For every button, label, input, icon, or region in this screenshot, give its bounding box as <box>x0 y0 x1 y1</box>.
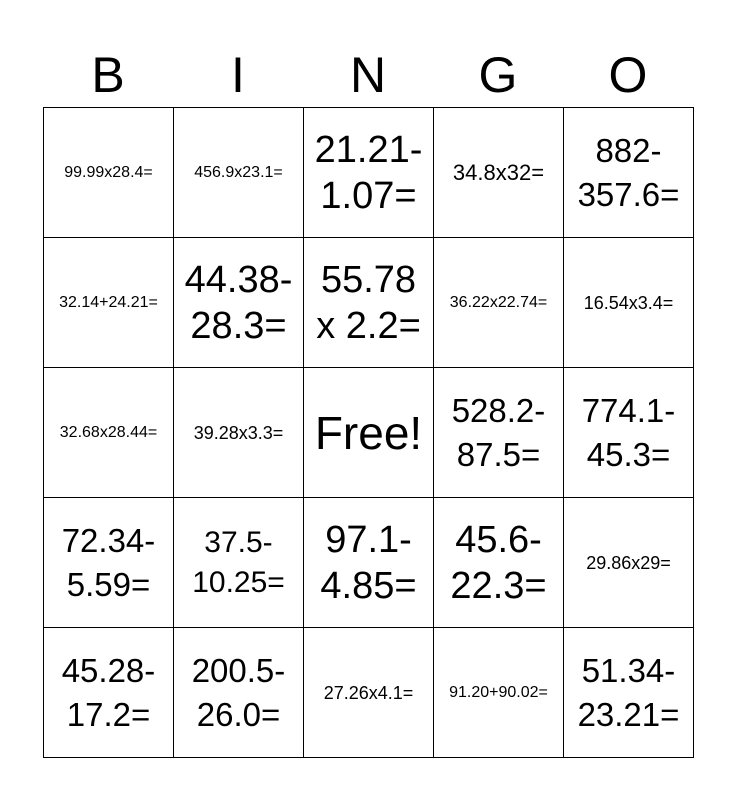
header-letter-g: G <box>478 47 518 103</box>
free-space-text: Free! <box>314 406 423 459</box>
bingo-cell[interactable] <box>563 237 694 368</box>
bingo-cell[interactable] <box>433 107 564 238</box>
cell-text: 774.1- 45.3= <box>581 391 676 473</box>
cell-text: 99.99x28.4= <box>64 163 153 181</box>
bingo-cell[interactable] <box>563 627 694 758</box>
cell-text: 36.22x22.74= <box>449 293 548 311</box>
header-letter-i: I <box>231 47 245 103</box>
cell-text: 44.38- 28.3= <box>184 258 293 347</box>
bingo-cell[interactable] <box>303 497 434 628</box>
header-letter-o: O <box>608 47 648 103</box>
header-letter-n: N <box>349 47 387 103</box>
bingo-cell[interactable] <box>43 107 174 238</box>
bingo-cell[interactable] <box>433 497 564 628</box>
cell-text: 528.2- 87.5= <box>451 391 546 473</box>
header-letter-b: B <box>91 47 125 103</box>
cell-text: 37.5- 10.25= <box>192 525 285 599</box>
bingo-cell[interactable] <box>563 107 694 238</box>
bingo-cell[interactable] <box>173 107 304 238</box>
bingo-header <box>43 44 693 106</box>
cell-text: 51.34- 23.21= <box>577 651 680 733</box>
cell-text: 882- 357.6= <box>577 131 680 213</box>
bingo-cell[interactable] <box>563 367 694 498</box>
cell-text: 72.34- 5.59= <box>61 521 156 603</box>
bingo-cell[interactable] <box>303 237 434 368</box>
cell-text: 45.28- 17.2= <box>61 651 156 733</box>
cell-text: 39.28x3.3= <box>193 422 284 443</box>
cell-text: 16.54x3.4= <box>583 292 674 313</box>
cell-text: 32.14+24.21= <box>59 293 158 311</box>
bingo-cell[interactable] <box>173 237 304 368</box>
cell-text: 34.8x32= <box>452 159 545 185</box>
cell-text: 29.86x29= <box>586 552 671 573</box>
bingo-cell[interactable] <box>433 627 564 758</box>
cell-text: 32.68x28.44= <box>59 423 158 441</box>
cell-text: 200.5- 26.0= <box>191 651 286 733</box>
bingo-cell[interactable] <box>43 497 174 628</box>
bingo-cell[interactable] <box>173 497 304 628</box>
bingo-cell[interactable] <box>43 237 174 368</box>
cell-text: 45.6- 22.3= <box>450 518 547 607</box>
bingo-cell[interactable] <box>173 627 304 758</box>
cell-text: 91.20+90.02= <box>449 683 548 701</box>
bingo-cell[interactable] <box>433 237 564 368</box>
free-space-cell[interactable] <box>303 367 434 498</box>
cell-text: 27.26x4.1= <box>323 682 414 703</box>
bingo-cell[interactable] <box>433 367 564 498</box>
cell-text: 97.1- 4.85= <box>320 518 417 607</box>
bingo-cell[interactable] <box>563 497 694 628</box>
cell-text: 55.78 x 2.2= <box>316 258 421 347</box>
cell-text: 21.21- 1.07= <box>314 128 423 217</box>
bingo-cell[interactable] <box>303 107 434 238</box>
cell-text: 456.9x23.1= <box>194 163 283 181</box>
bingo-card-grid <box>43 107 693 757</box>
bingo-cell[interactable] <box>43 627 174 758</box>
bingo-cell[interactable] <box>303 627 434 758</box>
bingo-cell[interactable] <box>43 367 174 498</box>
bingo-cell[interactable] <box>173 367 304 498</box>
